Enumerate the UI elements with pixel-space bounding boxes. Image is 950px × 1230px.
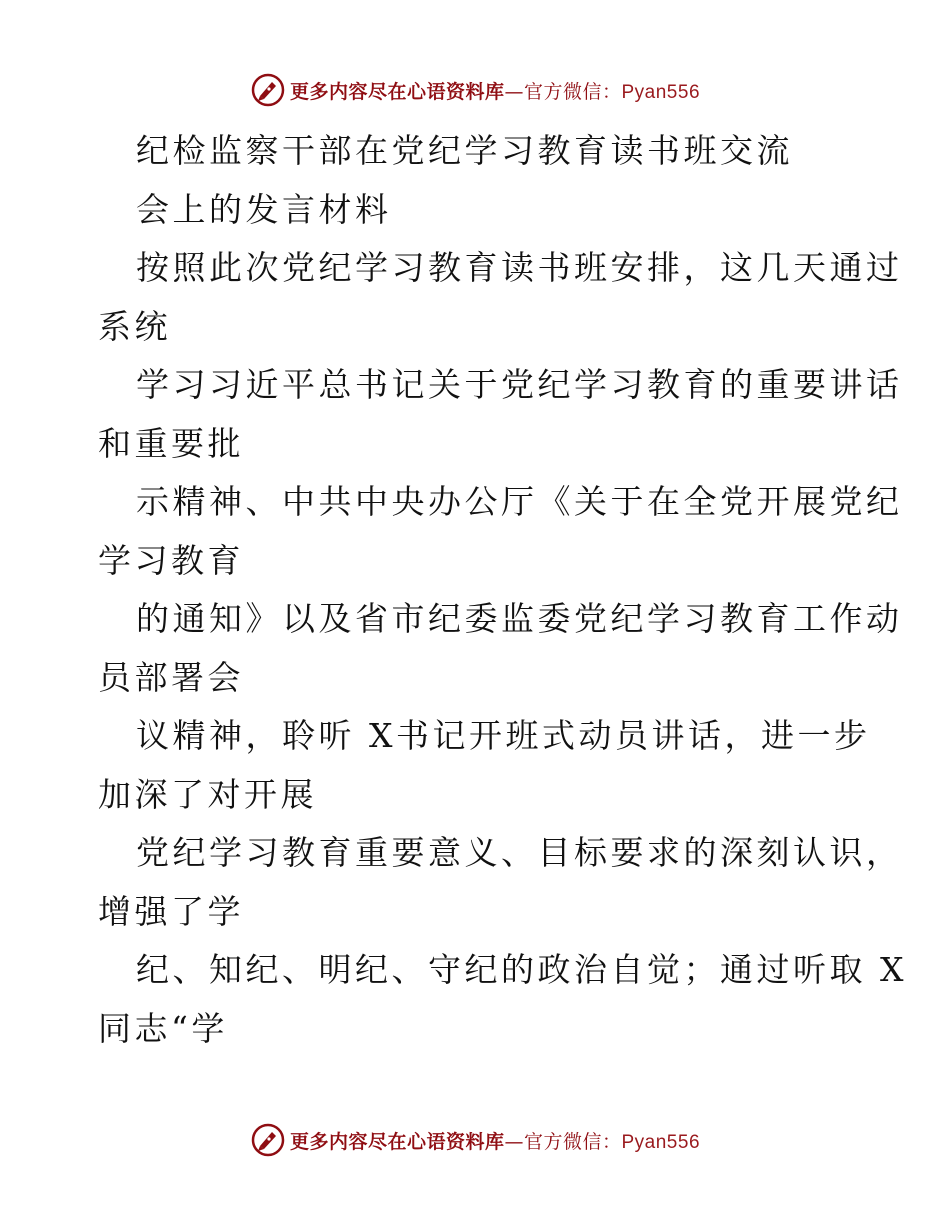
text-line: 学习习近平总书记关于党纪学习教育的重要讲话 — [136, 365, 903, 404]
text-line: 示精神、中共中央办公厅《关于在全党开展党纪 — [136, 482, 903, 521]
text-line: 的通知》以及省市纪委监委党纪学习教育工作动 — [136, 599, 903, 638]
text-line: 学习教育 — [98, 540, 244, 580]
watermark-wechat-id: Pyan556 — [621, 1131, 701, 1153]
text-line: 按照此次党纪学习教育读书班安排，这几天通过 — [136, 248, 903, 287]
text-line: 员部署会 — [98, 657, 244, 697]
text-line: 和重要批 — [98, 423, 244, 463]
watermark-wechat-id: Pyan556 — [621, 81, 701, 103]
pen-nib-logo-icon — [250, 1122, 286, 1158]
watermark-wechat-label: 官方微信： — [523, 1130, 622, 1153]
text-line: 议精神，聆听 X书记开班式动员讲话，进一步 — [136, 716, 871, 755]
title-line-2: 会上的发言材料 — [136, 189, 392, 229]
text-line: 同志“学 — [98, 1008, 228, 1048]
watermark-dash: — — [504, 80, 524, 103]
watermark-text — [290, 1127, 700, 1154]
text-line: 加深了对开展 — [98, 774, 317, 814]
pen-nib-logo-icon — [250, 72, 286, 108]
header-watermark — [0, 70, 950, 110]
watermark-site-text: 更多内容尽在心语资料库 — [289, 80, 505, 103]
watermark-wechat-label: 官方微信： — [523, 80, 622, 103]
watermark-dash: — — [504, 1130, 524, 1153]
footer-watermark — [0, 1120, 950, 1160]
text-line: 增强了学 — [98, 891, 244, 931]
title-line-1: 纪检监察干部在党纪学习教育读书班交流 — [136, 131, 793, 170]
text-line: 党纪学习教育重要意义、目标要求的深刻认识， — [136, 833, 903, 872]
text-line: 纪、知纪、明纪、守纪的政治自觉；通过听取 X — [136, 950, 907, 989]
text-line: 系统 — [98, 306, 171, 346]
document-body — [98, 122, 907, 1058]
watermark-text — [290, 77, 700, 104]
watermark-site-text: 更多内容尽在心语资料库 — [289, 1130, 505, 1153]
